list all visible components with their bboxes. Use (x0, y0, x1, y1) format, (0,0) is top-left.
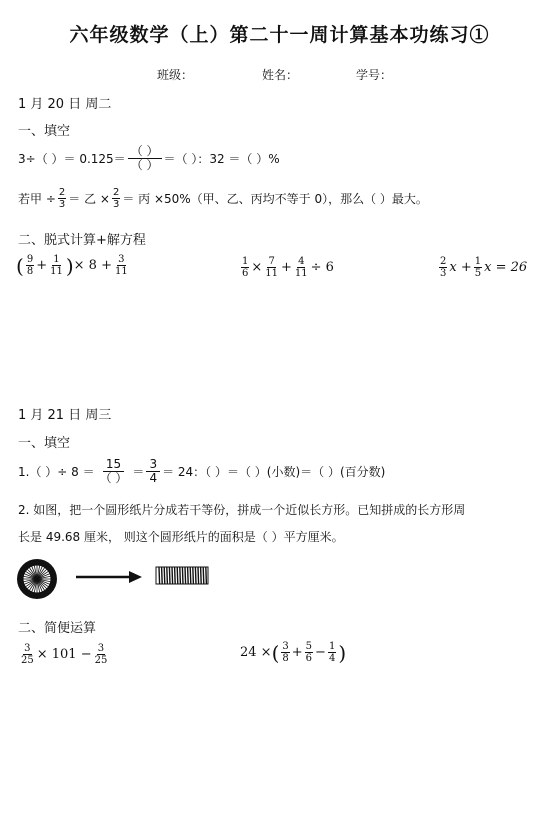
denominator: 5 (474, 268, 482, 279)
day2-section-simplify: 二、简便运算 (18, 621, 97, 636)
day2-date: 1 月 21 日 周三 (18, 408, 112, 423)
class-label: 班级： (157, 68, 194, 82)
q1-part-a: 3÷（ ）＝ 0.125＝ (18, 152, 126, 167)
name-label: 姓名： (262, 68, 299, 82)
numerator: 1 (242, 256, 249, 267)
denominator: 6 (305, 653, 313, 664)
q2-part-a: 若甲 ÷ (18, 192, 56, 206)
fraction (305, 641, 313, 664)
q1-blank-denominator: （ ） (130, 158, 159, 173)
operator: − (315, 645, 326, 660)
q1-part-a: 1.（ ）÷ 8 ＝ (18, 465, 95, 480)
fraction (241, 256, 249, 279)
fraction (264, 256, 279, 279)
denominator: 6 (242, 268, 249, 279)
day2-question-2-line-2: 长是 49.68 厘米， 则这个圆形纸片的面积是（ ）平方厘米。 (18, 530, 344, 544)
approximate-rectangle-icon (156, 567, 208, 584)
day2-section-fill-in: 一、填空 (18, 436, 71, 451)
q1-blank-numerator: （ ） (128, 145, 162, 159)
day2-expression-2 (240, 641, 346, 664)
day1-expression-2 (239, 256, 334, 279)
operator: × 8 + (73, 258, 112, 273)
denominator: 25 (21, 655, 34, 666)
numerator: 2 (440, 256, 447, 267)
fraction (146, 458, 160, 485)
operator: × (251, 260, 263, 275)
fraction (94, 643, 109, 666)
page-title: 六年级数学（上）第二十一周计算基本功练习① (69, 24, 490, 46)
variable-term: x + (449, 260, 472, 275)
numerator: 4 (298, 256, 305, 267)
numerator: 3 (118, 254, 125, 265)
denominator: 4 (149, 471, 158, 486)
denominator: 11 (265, 268, 279, 279)
denominator: （ ） (99, 471, 128, 486)
equation-tail: x = 26 (484, 260, 528, 275)
day1-section-calc: 二、脱式计算+解方程 (18, 233, 146, 248)
day1-question-2 (18, 187, 428, 210)
operator: + (36, 258, 48, 273)
numerator: 3 (97, 643, 105, 654)
close-paren: ) (338, 640, 347, 665)
q2-part-c: ＝ 丙 ×50%（甲、乙、丙均不等于 0），那么（ ）最大。 (122, 192, 428, 206)
numerator: 2 (58, 187, 66, 198)
fraction (439, 256, 447, 279)
operator: ÷ 6 (310, 260, 334, 275)
numerator: 9 (26, 254, 34, 265)
q1-part-b: ＝ (132, 465, 145, 480)
denominator: 4 (328, 653, 336, 664)
denominator: 8 (282, 653, 289, 664)
divided-circle-icon (17, 559, 57, 599)
fraction (114, 254, 129, 277)
close-paren: ) (65, 253, 74, 278)
numerator: 15 (103, 458, 124, 472)
numerator: 3 (282, 641, 289, 652)
right-arrow-icon (76, 571, 142, 583)
q1-part-b: ＝（ ）：32 ＝（ ）% (163, 152, 280, 167)
day2-expression-1 (18, 643, 110, 666)
denominator: 3 (58, 199, 66, 210)
q1-part-c: ＝ 24：（ ）＝（ ）(小数)＝（ ）(百分数) (162, 465, 386, 480)
fraction (20, 643, 35, 666)
denominator: 11 (50, 266, 63, 277)
numerator: 3 (24, 643, 31, 654)
numerator: 1 (328, 641, 336, 652)
operator: 24 × (240, 645, 272, 660)
denominator: 8 (26, 266, 34, 277)
fraction (26, 254, 34, 277)
operator: + (281, 260, 292, 275)
circle-to-rectangle-figure (16, 558, 212, 600)
fraction (49, 254, 64, 277)
day1-equation-3 (437, 256, 527, 279)
numerator: 2 (112, 187, 120, 198)
denominator: 25 (94, 655, 108, 666)
numerator: 7 (268, 256, 275, 267)
q1-blank-fraction (128, 145, 162, 172)
open-paren: ( (16, 253, 24, 278)
denominator: 3 (440, 268, 447, 279)
day1-section-fill-in: 一、填空 (18, 124, 71, 139)
numerator: 3 (146, 458, 160, 472)
operator: + (291, 645, 303, 660)
q2-fraction-2 (112, 187, 120, 210)
q2-fraction-1 (58, 187, 66, 210)
numerator: 1 (53, 254, 60, 265)
fraction (294, 256, 309, 279)
numerator: 1 (474, 256, 482, 267)
denominator: 11 (114, 266, 128, 277)
q2-part-b: ＝ 乙 × (68, 192, 110, 206)
student-id-label: 学号： (356, 68, 393, 82)
day1-question-1 (18, 145, 280, 172)
fraction (474, 256, 482, 279)
day1-date: 1 月 20 日 周二 (18, 97, 112, 112)
day2-question-1 (18, 458, 385, 485)
open-paren: ( (271, 640, 280, 665)
numerator: 5 (305, 641, 313, 652)
fraction (97, 458, 131, 485)
day1-expression-1 (16, 254, 131, 277)
fraction (328, 641, 336, 664)
denominator: 3 (112, 199, 120, 210)
day2-question-2-line-1: 2. 如图，把一个圆形纸片分成若干等份，拼成一个近似长方形。已知拼成的长方形周 (18, 503, 466, 517)
fraction (281, 641, 289, 664)
denominator: 11 (294, 268, 308, 279)
operator: × 101 − (36, 647, 92, 662)
